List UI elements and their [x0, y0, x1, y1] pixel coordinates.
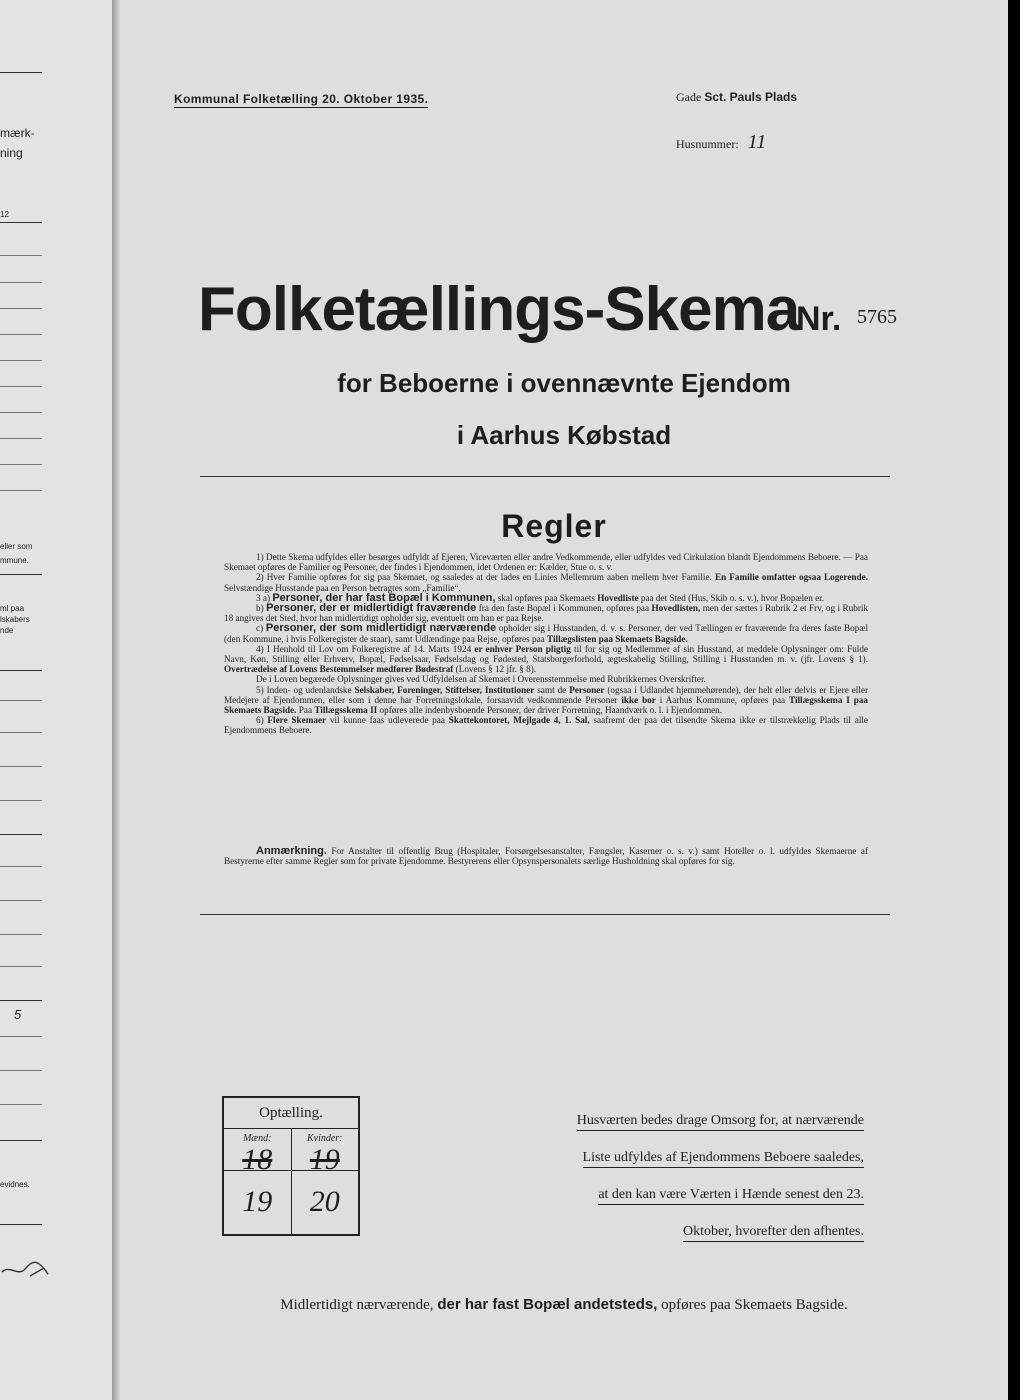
remark-note [224, 846, 868, 866]
remark-lead: Anmærkning. [256, 845, 327, 857]
left-text-fragment: ml paa [0, 604, 25, 613]
left-rule [0, 670, 42, 671]
landlord-line: Oktober, hvorefter den afhentes. [683, 1223, 864, 1242]
book-spine [112, 0, 120, 1400]
form-subtitle-city: i Aarhus Købstad [456, 420, 672, 450]
form-title: Folketællings-Skema [198, 275, 800, 344]
rule-1: 1) Dette Skema udfyldes eller besørges udfyldt af Ejeren, Viceværten eller andre Vedkommende, eller udfyldes ved Cirkulation blandt Ejendommens Beboere. — Paa Skemaet opføres de Familier og Personer, der findes i Ejendommen, idet Ordenen er: Kælder, Stue o. s. v. [224, 552, 868, 573]
men-column [224, 1129, 291, 1235]
footer-instruction: Midlertidigt nærværende, der har fast Bopæl andetsteds, opføres paa Skemaets Bagside. [280, 1296, 848, 1313]
remark-text: For Anstalter til offentlig Brug (Hospitaler, Forsørgelsesanstalter, Fængsler, Kaserner o. s. v.) samt Hoteller o. l. udfyldes Skemaerne af Bestyrerne efter samme Regler som for private Ejendomme. Bestyrerens eller Opsynspersonalets særlige Husholdning skal opføres for sig. [224, 846, 869, 867]
men-count-struck: 18 [242, 1143, 273, 1176]
left-page-fragment [0, 0, 112, 1400]
left-rule [0, 834, 42, 835]
rule-4: 4) I Henhold til Lov om Folkeregistre af 14. Marts 1924 er enhver Person pligtig til for sig og Medlemmer af sin Husstand, at meddele Oplysninger om: Fulde Navn, Køn, Stilling eller Erhverv, Bopæl, Fødselsaar, Fødselsdag og Fødested, Statsborgerforhold, ægteskabelig Stilling, Stilling i Husstanden m. v. (jfr. Lovens § 1). Overtrædelse af Lovens Bestemmelser medfører Bødestraf (Lovens § 12 jfr. § 8). [224, 643, 869, 675]
divider [200, 914, 890, 915]
left-rule [0, 900, 42, 901]
rule-2: 2) Hver Familie opføres for sig paa Skemaet, og saaledes at der lades en Linies Mellemrum aaben mellem hver Familie. En Familie omfatter ogsaa Logerende. Selvstændige Husstande paa en Person betragtes som „Familie“. [224, 572, 868, 593]
left-handwriting: 5 [14, 1007, 22, 1022]
rule-5: 5) Inden- og udenlandske Selskaber, Foreninger, Stiftelser, Institutioner samt de Personer (ogsaa i Udlandet hjemmehørende), der helt eller delvis er Ejere eller Medejere af Ejendommen, eller som i denne har Forretningslokale, forsaavidt vedkommende Personer ikke bor i Aarhus Kommune, opføres paa Tillægsskema I paa Skemaets Bagside. Paa Tillægsskema II opføres alle indenbysboende Personer, der driver Forretning, Haandværk o. l. i Ejendommen. [224, 684, 869, 716]
tally-box [222, 1096, 360, 1236]
men-label: Mænd: [243, 1133, 272, 1144]
left-rule [0, 1104, 42, 1105]
left-rule [0, 1036, 42, 1037]
street-value: Sct. Pauls Plads [704, 90, 798, 104]
left-text-fragment: mmune. [0, 556, 29, 565]
left-text-fragment: evidnes. [0, 1180, 30, 1189]
rule-6: 6) Flere Skemaer vil kunne faas udleverede paa Skattekontoret, Mejlgade 4, 1. Sal, saafremt der paa det tilsendte Skema ikke er tilstrækkelig Plads til alle Ejendommens Beboere. [224, 715, 869, 736]
census-header: Kommunal Folketælling 20. Oktober 1935. [174, 92, 429, 106]
left-rule [0, 1140, 42, 1141]
left-text-fragment: eller som [0, 542, 33, 551]
landlord-line: Husværten bedes drage Omsorg for, at nærværende [577, 1112, 864, 1131]
left-rule [0, 222, 42, 223]
left-rule [0, 866, 42, 867]
left-text-fragment: mærk- [0, 126, 35, 140]
left-rule [0, 72, 42, 73]
left-rule [0, 1000, 42, 1001]
left-rule [0, 308, 42, 309]
left-rule [0, 766, 42, 767]
left-rule [0, 386, 42, 387]
tally-grid [224, 1129, 358, 1235]
women-count-struck: 19 [309, 1143, 340, 1176]
tally-row-divider [224, 1170, 358, 1171]
signature-mark [0, 1254, 60, 1284]
left-text-fragment: nde [0, 626, 14, 635]
form-number-label: Nr. [796, 300, 842, 338]
left-rule [0, 334, 42, 335]
left-rule [0, 438, 42, 439]
rule-3b: b) Personer, der er midlertidigt fraværende fra den faste Bopæl i Kommunen, opføres paa Hovedlisten, men der sættes i Rubrik 2 et Frv, og i Rubrik 18 angives det Sted, hvor han midlertidigt opholder sig, eventuelt om han er paa Rejse. [224, 602, 869, 624]
landlord-line: at den kan være Værten i Hænde senest den 23. [598, 1186, 864, 1205]
census-form-page [120, 0, 1008, 1400]
page-edge [1008, 0, 1020, 1400]
left-rule [0, 282, 42, 283]
left-rule [0, 1070, 42, 1071]
women-column [291, 1129, 359, 1235]
left-rule [0, 574, 42, 575]
left-rule [0, 934, 42, 935]
house-number-field [676, 131, 766, 154]
street-field [676, 90, 797, 105]
house-number-value: 11 [747, 131, 767, 153]
women-count: 20 [309, 1185, 340, 1218]
left-rule [0, 800, 42, 801]
men-count: 19 [242, 1185, 273, 1218]
tally-title: Optælling. [224, 1098, 358, 1129]
form-subtitle: for Beboerne i ovennævnte Ejendom [337, 368, 791, 398]
divider [200, 476, 890, 477]
women-label: Kvinder: [306, 1133, 343, 1144]
form-number-value: 5765 [857, 306, 897, 328]
rules-heading: Regler [501, 508, 607, 544]
rule-4-continued: De i Loven begærede Oplysninger gives ved Udfyldelsen af Skemaet i Overensstemmelse med Rubrikkernes Overskrifter. [256, 674, 706, 685]
left-rule [0, 360, 42, 361]
left-text-fragment: lskabers [0, 615, 30, 624]
left-text-fragment: ning [0, 146, 23, 160]
left-rule [0, 490, 42, 491]
landlord-instruction [524, 1102, 864, 1250]
house-number-label: Husnummer: [676, 137, 739, 151]
rules-body [224, 552, 868, 736]
left-rule [0, 966, 42, 967]
left-rule [0, 732, 42, 733]
left-rule [0, 1224, 42, 1225]
rule-3c: c) Personer, der som midlertidigt nærværende opholder sig i Husstanden, d. v. s. Personer, der ved Tællingen er fraværende fra deres faste Bopæl (den Kommune, i hvis Folkeregister de staar), samt Udlændinge paa Rejse, opføres paa Tillægslisten paa Skemaets Bagside. [224, 622, 869, 644]
left-rule [0, 700, 42, 701]
rule-3a: 3 a) Personer, der har fast Bopæl i Kommunen, skal opføres paa Skemaets Hovedliste paa det Sted (Hus, Skib o. s. v.), hvor Bopælen er. [256, 591, 825, 604]
left-rule [0, 464, 42, 465]
left-text-fragment: 12 [0, 210, 9, 219]
left-rule [0, 412, 42, 413]
landlord-line: Liste udfyldes af Ejendommens Beboere saaledes, [583, 1149, 864, 1168]
left-rule [0, 255, 42, 256]
street-label: Gade [676, 90, 702, 104]
